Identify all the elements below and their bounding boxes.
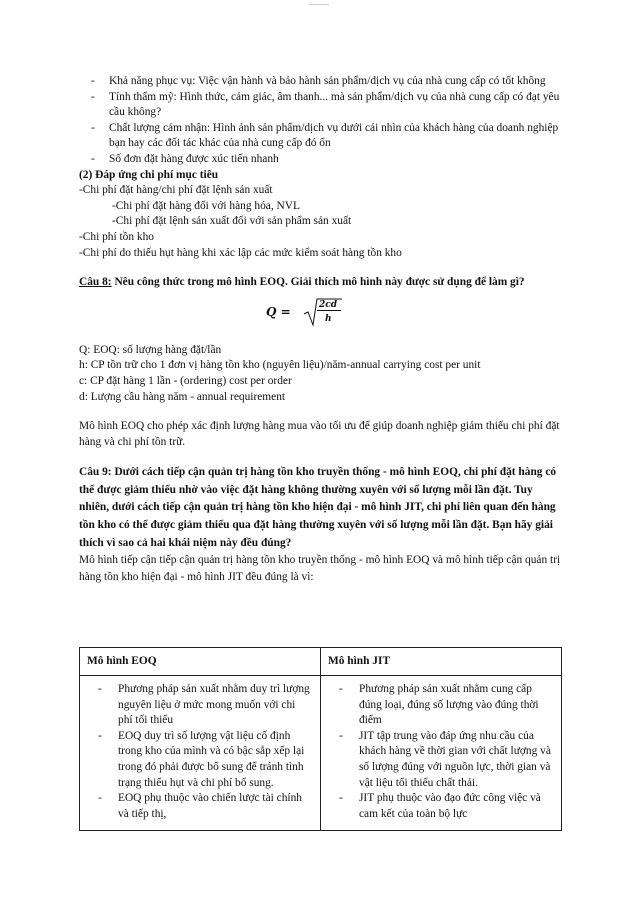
list-item-text: EOQ phụ thuộc vào chiến lược tài chính và tiếp thị,	[118, 792, 302, 820]
list-item: - JIT phụ thuộc vào đạo đức công việc và cam kết của toàn bộ lực	[339, 792, 541, 820]
list-item: - JIT tập trung vào đáp ứng nhu cầu của khách hàng về thời gian với chất lượng và số lượng đúng với nguồn lực, thời gian và vật liệu tối thiểu chất thải.	[339, 729, 551, 789]
question-9-answer: Mô hình tiếp cận tiếp cận quản trị hàng tồn kho truyền thống - mô hình EOQ và mô hình tiếp cận quản trị hàng tồn kho hiện đại - mô hình JIT đều đúng là vì:	[79, 554, 561, 584]
question-8-answer: Mô hình EOQ cho phép xác định lượng hàng mua vào tối ưu để giúp doanh nghiệp giảm thiểu chi phí đặt hàng và chi phí tồn trữ.	[79, 420, 560, 448]
formula-numerator: 2cd	[319, 299, 338, 310]
jit-cell	[321, 676, 562, 831]
cost-line: -Chi phí tồn kho	[79, 230, 154, 243]
list-item: - Số đơn đặt hàng được xúc tiến nhanh	[91, 152, 279, 165]
list-item: - EOQ phụ thuộc vào chiến lược tài chính và tiếp thị,	[98, 792, 302, 820]
list-item-text: Khả năng phục vụ: Việc vận hành và bảo hành sản phẩm/dịch vụ của nhà cung cấp có tốt không	[109, 75, 546, 87]
definition-line: d: Lượng cầu hàng năm - annual requirement	[79, 390, 286, 403]
fraction-bar	[317, 310, 341, 311]
cost-subline: -Chi phí đặt lệnh sản xuất đối với sản phẩm sản xuất	[112, 215, 352, 228]
table-row	[80, 676, 562, 831]
definition-line: Q: EOQ: số lượng hàng đặt/lần	[79, 343, 222, 356]
list-item-text: Phương pháp sản xuất nhằm cung cấp đúng loại, đúng số lượng vào đúng thời điểm	[359, 683, 539, 727]
formula-lhs: Q =	[266, 304, 291, 319]
cost-line: -Chi phí đặt hàng/chi phí đặt lệnh sản xuất	[79, 184, 273, 197]
list-item-text: Tính thẩm mỹ: Hình thức, cảm giác, âm thanh... mà sản phẩm/dịch vụ của nhà cung cấp có đạt yêu cầu không?	[109, 90, 560, 119]
list-item-text: JIT tập trung vào đáp ứng nhu cầu của khách hàng về thời gian với chất lượng và số lượng đúng với nguồn lực, thời gian và vật liệu tối thiểu chất thải.	[359, 729, 551, 789]
list-item: - EOQ duy trì số lượng vật liệu cố định trong kho của mình và có bậc sắp xếp lại trong đó phải được bổ sung để tránh tình trạng thiếu hụt và chi phí bổ sung.	[98, 729, 305, 789]
comparison-table	[79, 647, 562, 831]
list-item-text: Chất lượng cảm nhận: Hình ảnh sản phẩm/dịch vụ dưới cái nhìn của khách hàng của doanh nghiệp bạn hay các đối tác khác của nhà cung cấp đó ổn	[109, 121, 559, 150]
cost-subline: -Chi phí đặt hàng đối với hàng hóa, NVL	[112, 199, 300, 212]
page-top-mark	[309, 0, 329, 5]
eoq-formula	[79, 291, 565, 337]
table-header-eoq: Mô hình EOQ	[80, 648, 321, 676]
formula-denominator: h	[325, 313, 332, 324]
eoq-cell	[80, 676, 321, 831]
definition-line: c: CP đặt hàng 1 lần - (ordering) cost per order	[79, 374, 292, 387]
list-item: - Phương pháp sản xuất nhằm duy trì lượng nguyên liệu ở mức mong muốn với chi phí tối thiểu	[98, 683, 310, 727]
document-body	[79, 74, 565, 586]
list-item-text: Số đơn đặt hàng được xúc tiến nhanh	[109, 152, 279, 165]
question-8-text: Nêu công thức trong mô hình EOQ. Giải thích mô hình này được sử dụng để làm gì?	[111, 276, 525, 289]
list-item: - Phương pháp sản xuất nhằm cung cấp đúng loại, đúng số lượng vào đúng thời điểm	[339, 683, 539, 727]
section-heading: (2) Đáp ứng chi phí mục tiêu	[79, 168, 219, 181]
list-item-text: JIT phụ thuộc vào đạo đức công việc và cam kết của toàn bộ lực	[359, 792, 541, 820]
list-item-text: Phương pháp sản xuất nhằm duy trì lượng nguyên liệu ở mức mong muốn với chi phí tối thiểu	[118, 683, 310, 727]
cost-line: -Chi phí do thiếu hụt hàng khi xác lập các mức kiểm soát hàng tồn kho	[79, 246, 402, 259]
list-item: - Chất lượng cảm nhận: Hình ảnh sản phẩm/dịch vụ dưới cái nhìn của khách hàng của doanh nghiệp bạn hay các đối tác khác của nhà cung cấp đó ổn	[91, 121, 559, 150]
table-header-row	[80, 648, 562, 676]
list-item-text: EOQ duy trì số lượng vật liệu cố định trong kho của mình và có bậc sắp xếp lại trong đó phải được bổ sung để tránh tình trạng thiếu hụt và chi phí bổ sung.	[118, 729, 305, 789]
question-8	[79, 275, 565, 291]
list-item: - Tính thẩm mỹ: Hình thức, cảm giác, âm thanh... mà sản phẩm/dịch vụ của nhà cung cấp có đạt yêu cầu không?	[91, 90, 560, 119]
definition-line: h: CP tồn trữ cho 1 đơn vị hàng tồn kho (nguyên liệu)/năm-annual carrying cost per unit	[79, 359, 481, 372]
table-header-jit: Mô hình JIT	[321, 648, 562, 676]
list-item: - Khả năng phục vụ: Việc vận hành và bảo hành sản phẩm/dịch vụ của nhà cung cấp có tốt không	[91, 75, 546, 87]
question-9: Câu 9: Dưới cách tiếp cận quản trị hàng tồn kho truyền thống - mô hình EOQ, chi phí đặt hàng có thể được giảm thiểu nhờ vào việc đặt hàng không thường xuyên với số lượng mỗi lần đặt. Tuy nhiên, dưới cách tiếp cận quản trị hàng tồn kho hiện đại - mô hình JIT, chi phí liên quan đến hàng tồn kho có thể được giảm thiểu qua đặt hàng thường xuyên với số lượng mỗi lần đặt. Bạn hãy giải thích vì sao cả hai khái niệm này đều đúng?	[79, 466, 557, 549]
question-8-label: Câu 8:	[79, 276, 112, 289]
